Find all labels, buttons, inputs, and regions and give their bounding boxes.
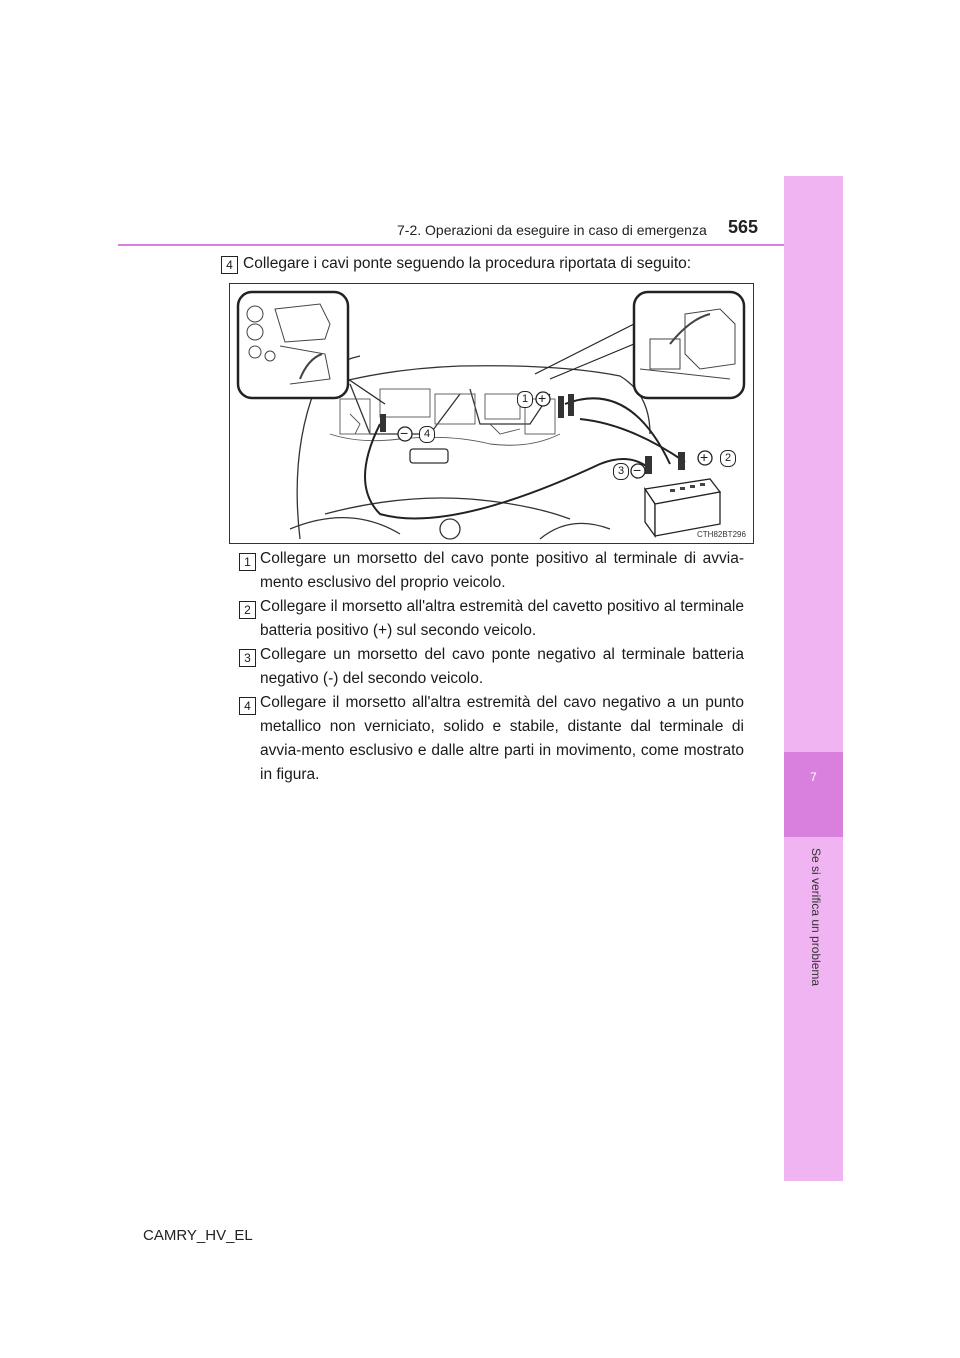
figure-code: CTH82BT296 — [697, 530, 746, 539]
chapter-number-block — [784, 752, 843, 837]
chapter-number: 7 — [810, 770, 817, 784]
section-title: 7-2. Operazioni da eseguire in caso di emergenza — [397, 222, 707, 238]
item-text-3: Collegare un morsetto del cavo ponte negativo al terminale batteria negativo (-) del secondo veicolo. — [260, 646, 744, 687]
minus-symbol-3: − — [633, 462, 642, 478]
chapter-side-tab — [784, 176, 843, 1181]
car-engine-bay-drawing — [230, 284, 753, 543]
step-instruction: Collegare i cavi ponte seguendo la procedura riportata di seguito: — [243, 255, 692, 272]
plus-symbol-1: + — [538, 390, 547, 406]
item-text-2: Collegare il morsetto all'altra estremità del cavetto positivo al terminale batteria positivo (+) sul secondo veicolo. — [260, 598, 744, 639]
callout-4: 4 — [419, 426, 435, 443]
jump-start-illustration — [229, 283, 754, 544]
callout-1: 1 — [517, 391, 533, 408]
callout-2: 2 — [720, 450, 736, 467]
minus-symbol-4: − — [400, 425, 409, 441]
chapter-title: Se si verifica un problema — [809, 848, 823, 987]
item-text-4: Collegare il morsetto all'altra estremità del cavo negativo a un punto metallico non verniciato, solido e stabile, distante dal terminale di avvia-mento esclusivo e dalle altre parti in movimento, come mostrato in figura. — [260, 694, 744, 783]
item-text-1: Collegare un morsetto del cavo ponte positivo al terminale di avvia-mento esclusivo del proprio veicolo. — [260, 550, 744, 591]
callout-3: 3 — [613, 463, 629, 480]
document-code: CAMRY_HV_EL — [143, 1227, 253, 1244]
item-number-1: 1 — [239, 553, 256, 571]
header-divider — [118, 244, 784, 246]
page-number: 565 — [728, 217, 759, 237]
step-number-box: 4 — [221, 256, 238, 274]
item-number-4: 4 — [239, 697, 256, 715]
item-number-2: 2 — [239, 601, 256, 619]
plus-symbol-2: + — [700, 449, 709, 465]
item-number-3: 3 — [239, 649, 256, 667]
